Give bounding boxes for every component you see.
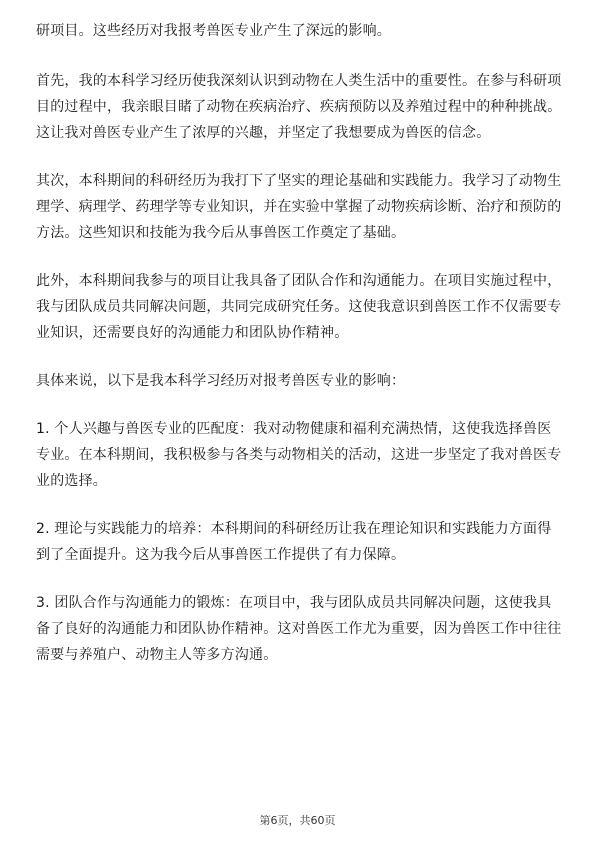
paragraph-second-point: 其次，本科期间的科研经历为我打下了坚实的理论基础和实践能力。我学习了动物生理学、病理学、药理学等专业知识，并在实验中掌握了动物疾病诊断、治疗和预防的方法。这些知识和技能为我今后从事兽医工作奠定了基础。 (36, 173, 562, 241)
paragraph-intro-list: 具体来说，以下是我本科学习经历对报考兽医专业的影响： (36, 373, 406, 389)
list-item-theory-practice: 2. 理论与实践能力的培养：本科期间的科研经历让我在理论知识和实践能力方面得到了全面提升。这为我今后从事兽医工作提供了有力保障。 (36, 521, 552, 563)
paragraph-first-point: 首先，我的本科学习经历使我深刻认识到动物在人类生活中的重要性。在参与科研项目的过程中，我亲眼目睹了动物在疾病治疗、疾病预防以及养殖过程中的种种挑战。这让我对兽医专业产生了浓厚的兴趣，并坚定了我想要成为兽医的信念。 (36, 73, 562, 141)
list-item-teamwork: 3. 团队合作与沟通能力的锻炼：在项目中，我与团队成员共同解决问题，这使我具备了良好的沟通能力和团队协作精神。这对兽医工作尤为重要，因为兽医工作中往往需要与养殖户、动物主人等多方沟通。 (36, 595, 562, 663)
paragraph-continuation: 研项目。这些经历对我报考兽医专业产生了深远的影响。 (36, 23, 391, 39)
paragraph-additional-point: 此外，本科期间我参与的项目让我具备了团队合作和沟通能力。在项目实施过程中，我与团队成员共同解决问题，共同完成研究任务。这使我意识到兽医工作不仅需要专业知识，还需要良好的沟通能力和团队协作精神。 (36, 273, 562, 341)
document-body (36, 18, 562, 690)
list-item-interest-match: 1. 个人兴趣与兽医专业的匹配度：我对动物健康和福利充满热情，这使我选择兽医专业。在本科期间，我积极参与各类与动物相关的活动，这进一步坚定了我对兽医专业的选择。 (36, 421, 562, 489)
page-number: 第6页，共60页 (259, 814, 336, 827)
